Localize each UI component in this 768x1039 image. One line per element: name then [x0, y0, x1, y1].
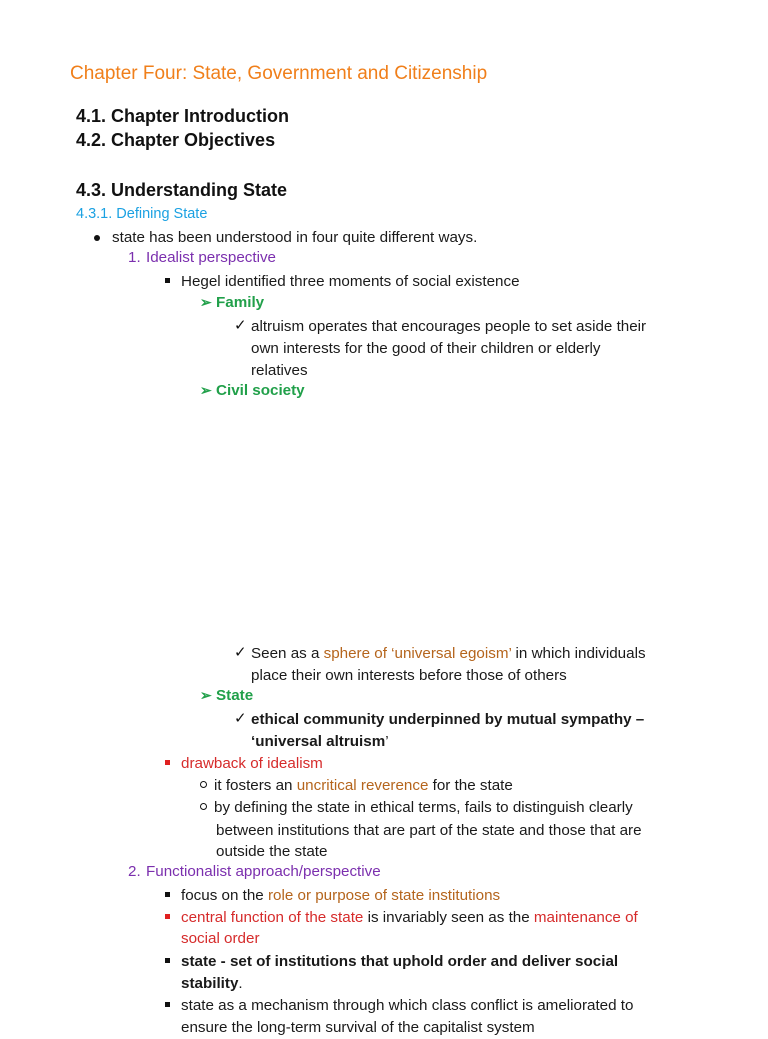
civil-line-1: Seen as a sphere of ‘universal egoism’ in which individuals — [251, 645, 646, 662]
bullet-dot — [94, 235, 100, 241]
check-icon: ✓ — [234, 317, 247, 334]
uncritical-reverence-highlight: uncritical reverence — [296, 777, 429, 794]
check-icon: ✓ — [234, 710, 247, 727]
drawback-2-line-2: between institutions that are part of the state and those that are — [216, 822, 642, 839]
family-line-3: relatives — [251, 362, 308, 379]
check-icon: ✓ — [234, 644, 247, 661]
square-bullet-red — [165, 914, 170, 919]
heading-4-3: 4.3. Understanding State — [76, 180, 288, 200]
central-function-highlight: central function of the state — [181, 909, 364, 926]
functional-2-line-2: social order — [181, 930, 260, 947]
functional-1: focus on the role or purpose of state institutions — [181, 887, 501, 904]
family-line-1: altruism operates that encourages people to set aside their — [251, 318, 647, 335]
square-bullet-red — [165, 760, 170, 765]
circle-bullet — [200, 803, 207, 810]
arrow-icon: ➢ — [200, 382, 212, 398]
drawback-2-line-3: outside the state — [216, 843, 328, 860]
drawback-1: it fosters an uncritical reverence for the state — [214, 777, 513, 794]
maintenance-highlight: maintenance of — [533, 909, 638, 926]
functional-3-line-1: state - set of institutions that uphold order and deliver social — [181, 953, 619, 970]
drawback-2-line-1: by defining the state in ethical terms, fails to distinguish clearly — [214, 799, 633, 816]
square-bullet — [165, 892, 170, 897]
heading-4-2: 4.2. Chapter Objectives — [76, 130, 276, 150]
civil-line-2: place their own interests before those of others — [251, 667, 567, 684]
functional-4-line-1: state as a mechanism through which class conflict is ameliorated to — [181, 997, 634, 1014]
state-line-2: ‘universal altruism’ — [251, 733, 389, 750]
bullet-state-text: state has been understood in four quite different ways. — [112, 229, 478, 246]
functional-2-line-1: central function of the state is invariably seen as the maintenance of — [181, 909, 638, 926]
square-bullet — [165, 1002, 170, 1007]
functionalist-number: 2. — [128, 863, 141, 880]
square-bullet — [165, 958, 170, 963]
chapter-title: Chapter Four: State, Government and Citizenship — [70, 63, 488, 84]
hegel-text: Hegel identified three moments of social existence — [181, 273, 520, 290]
family-label: Family — [216, 294, 265, 311]
functional-3-line-2: stability. — [181, 975, 243, 992]
square-bullet — [165, 278, 170, 283]
universal-egoism-highlight: sphere of ‘universal egoism’ — [323, 645, 512, 662]
heading-4-1: 4.1. Chapter Introduction — [76, 106, 290, 126]
functional-4-line-2: ensure the long-term survival of the capitalist system — [181, 1019, 535, 1036]
idealist-title: Idealist perspective — [146, 249, 277, 266]
civil-society-label: Civil society — [216, 382, 305, 399]
heading-4-3-1: 4.3.1. Defining State — [76, 206, 208, 222]
state-line-1: ethical community underpinned by mutual sympathy – — [251, 711, 645, 728]
drawback-label: drawback of idealism — [181, 755, 323, 772]
arrow-icon: ➢ — [200, 294, 212, 310]
state-label: State — [216, 687, 254, 704]
functionalist-title: Functionalist approach/perspective — [146, 863, 381, 880]
role-purpose-highlight: role or purpose of state institutions — [267, 887, 501, 904]
circle-bullet — [200, 781, 207, 788]
arrow-icon: ➢ — [200, 687, 212, 703]
idealist-number: 1. — [128, 249, 141, 266]
family-line-2: own interests for the good of their children or elderly — [251, 340, 601, 357]
